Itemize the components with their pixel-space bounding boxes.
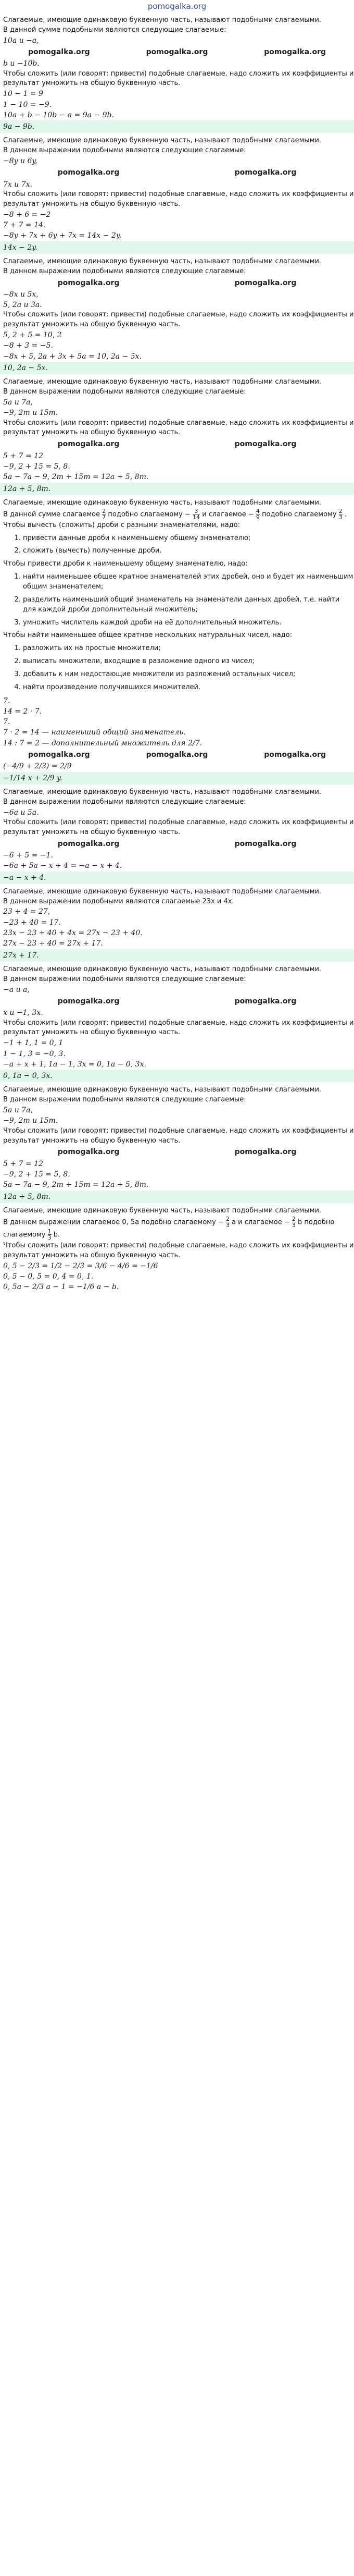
intro-part: и слагаемое − (202, 510, 254, 519)
intro-text (3, 508, 354, 521)
watermark: pomogalka.org (57, 997, 120, 1005)
term-line: 7x и 7x. (3, 180, 32, 189)
rule-text: Чтобы сложить (или говорят: привести) подобные слагаемые, надо сложить их коэффициенты и результат умножить на общую буквенную часть. (3, 1019, 354, 1037)
intro-part: b. (53, 1231, 60, 1239)
calc-line: −6a + 5a − x + 4 = −a − x + 4. (3, 862, 122, 870)
definition-text: Слагаемые, имеющие одинаковую буквенную часть, называют подобными слагаемыми. (3, 16, 322, 24)
watermark: pomogalka.org (264, 751, 326, 759)
intro-part: подобно слагаемому (262, 510, 337, 519)
intro-text: В данном выражении подобными являются слагаемые 23x и 4x. (3, 897, 234, 905)
calc-line: −8 + 3 = −5. (3, 341, 53, 350)
example-5 (0, 495, 354, 784)
intro-part: b подобно слагаемому (3, 1218, 335, 1239)
term-line: x и −1, 3x. (3, 1009, 43, 1017)
intro-text: В данном выражении подобными являются следующие слагаемые: (3, 267, 246, 275)
calc-line: 5a − 7a − 9, 2m + 15m = 12a + 5, 8m. (3, 473, 149, 482)
calc-line: 14 = 2 · 7. (3, 707, 42, 716)
calc-line: 5 + 7 = 12 (3, 1159, 43, 1168)
list-item: 2. разделить наименьший общий знаменатель на знаменатели данных дробей, т.е. найти для каждой дроби дополнительный множитель; (23, 595, 354, 615)
intro-text: В данном выражении подобными являются следующие слагаемые: (3, 146, 246, 155)
example-10 (0, 1203, 354, 1293)
fraction: $\frac{1}{3}$ (47, 1228, 52, 1242)
rule-text: Чтобы сложить (или говорят: привести) подобные слагаемые, надо сложить их коэффициенты и результат умножить на общую буквенную часть. (3, 1241, 354, 1259)
calc-line: −9, 2 + 15 = 5, 8. (3, 462, 70, 471)
steps-list (0, 534, 354, 557)
fraction: $\frac{3}{14}$ (193, 507, 200, 521)
term-line: 5a и 7a, (3, 398, 33, 407)
answer-line: −1/14 x + 2/9 y. (0, 772, 354, 784)
intro-part: В данном выражении слагаемое 0, 5a подобно слагаемому − (3, 1218, 224, 1226)
definition-text: Слагаемые, имеющие одинаковую буквенную часть, называют подобными слагаемыми. (3, 137, 322, 145)
list-item: 2. сложить (вычесть) полученные дроби. (23, 546, 354, 556)
site-header[interactable]: pomogalka.org (147, 2, 207, 11)
definition-text: Слагаемые, имеющие одинаковую буквенную часть, называют подобными слагаемыми. (3, 498, 322, 507)
answer-line: 9a − 9b. (0, 120, 354, 133)
intro-text: В данном выражении подобными являются следующие слагаемые: (3, 1096, 246, 1104)
fraction: $\frac{2}{7}$ (102, 507, 106, 521)
intro-part: . (344, 510, 347, 519)
rule-text: Чтобы сложить (или говорят: привести) подобные слагаемые, надо сложить их коэффициенты и результат умножить на общую буквенную часть. (3, 1126, 354, 1145)
watermark: pomogalka.org (264, 47, 326, 56)
watermark-row (0, 995, 354, 1008)
fraction: $\frac{2}{3}$ (338, 507, 343, 521)
intro-part: a и слагаемое − (232, 1218, 290, 1226)
watermark: pomogalka.org (146, 47, 208, 56)
answer-line: −a − x + 4. (0, 872, 354, 884)
answer-line: 10, 2a − 5x. (0, 362, 354, 374)
watermark-row (0, 46, 354, 58)
calc-line: 0, 5 − 0, 5 = 0, 4 = 0, 1. (3, 1272, 94, 1281)
answer-line: 0, 1a − 0, 3x. (0, 1070, 354, 1082)
term-line: −9, 2m и 15m. (3, 409, 58, 418)
calc-line: −6 + 5 = −1. (3, 851, 53, 860)
term-line: 10a и −a, (3, 36, 39, 45)
definition-text: Слагаемые, имеющие одинаковую буквенную часть, называют подобными слагаемыми. (3, 378, 322, 386)
intro-text: В данной сумме подобными являются следующие слагаемые: (3, 26, 226, 34)
definition-text: Слагаемые, имеющие одинаковую буквенную часть, называют подобными слагаемыми. (3, 887, 322, 896)
watermark: pomogalka.org (234, 997, 297, 1005)
calc-line: −8y + 7x + 6y + 7x = 14x − 2y. (3, 231, 122, 240)
intro-part: подобно слагаемому − (108, 510, 191, 519)
intro-text: В данном выражении подобными являются следующие слагаемые: (3, 798, 246, 806)
answer-line: 12a + 5, 8m. (0, 483, 354, 495)
term-line: −9, 2m и 15m. (3, 1117, 58, 1125)
term-line: b и −10b. (3, 59, 40, 68)
calc-line: 7 + 7 = 14. (3, 221, 46, 230)
watermark: pomogalka.org (234, 839, 297, 848)
calc-line: 5, 2 + 5 = 10, 2 (3, 331, 62, 340)
term-line: 5, 2a и 3a. (3, 301, 42, 310)
calc-line: 7. (3, 718, 10, 727)
definition-text: Слагаемые, имеющие одинаковую буквенную часть, называют подобными слагаемыми. (3, 788, 322, 796)
steps-list (0, 644, 354, 692)
calc-line: 0, 5 − 2/3 = 1/2 − 2/3 = 3/6 − 4/6 = −1/6 (3, 1261, 158, 1270)
intro-part: В данной сумме слагаемое (3, 510, 100, 519)
list-item: 1. привести данные дроби к наименьшему общему знаменателю; (23, 534, 354, 544)
calc-line: −1 + 1, 1 = 0, 1 (3, 1039, 64, 1048)
term-line: −8x и 5x, (3, 290, 39, 299)
watermark: pomogalka.org (28, 751, 90, 759)
watermark-row (0, 1146, 354, 1158)
watermark: pomogalka.org (234, 1148, 297, 1157)
calc-line: 14 : 7 = 2 — дополнительный множитель для 2/7. (3, 739, 203, 747)
example-2 (0, 133, 354, 253)
steps-list (0, 572, 354, 628)
calc-line: 5 + 7 = 12 (3, 451, 43, 460)
example-4 (0, 374, 354, 495)
fraction: $\frac{2}{3}$ (292, 1215, 296, 1229)
calc-line: 0, 5a − 2/3 a − 1 = −1/6 a − b. (3, 1283, 119, 1292)
calc-line: −a + x + 1, 1a − 1, 3x = 0, 1a − 0, 3x. (3, 1060, 146, 1069)
example-3 (0, 254, 354, 374)
example-9 (0, 1082, 354, 1203)
definition-text: Слагаемые, имеющие одинаковую буквенную часть, называют подобными слагаемыми. (3, 257, 322, 265)
example-7 (0, 884, 354, 962)
answer-line: 12a + 5, 8m. (0, 1191, 354, 1203)
calc-line: (−4/9 + 2/3) = 2/9 (3, 762, 72, 771)
term-line: 23 + 4 = 27, (3, 907, 50, 916)
fraction: $\frac{2}{3}$ (225, 1215, 230, 1229)
term-line: −6a и 5a. (3, 808, 39, 817)
watermark: pomogalka.org (57, 278, 120, 287)
calc-line: 23x − 23 + 40 + 4x = 27x − 23 + 40. (3, 929, 143, 938)
watermark: pomogalka.org (57, 1148, 120, 1157)
watermark: pomogalka.org (28, 47, 90, 56)
calc-line: −9, 2 + 15 = 5, 8. (3, 1170, 70, 1179)
rule-text: Чтобы сложить (или говорят: привести) подобные слагаемые, надо сложить их коэффициенты и результат умножить на общую буквенную часть. (3, 419, 354, 437)
watermark-row (0, 277, 354, 289)
term-line: −8y и 6y, (3, 157, 37, 166)
watermark: pomogalka.org (57, 168, 120, 177)
example-1 (0, 13, 354, 133)
term-line: −23 + 40 = 17. (3, 918, 61, 927)
watermark: pomogalka.org (234, 168, 297, 177)
fraction: $\frac{4}{9}$ (256, 507, 260, 521)
sub-label: Чтобы найти наименьшее общее кратное нескольких натуральных чисел, надо: (3, 631, 293, 640)
rule-text: Чтобы сложить (или говорят: привести) подобные слагаемые, надо сложить их коэффициенты и результат умножить на общую буквенную часть. (3, 311, 354, 329)
list-item: 4. найти произведение получившихся множителей. (23, 683, 354, 693)
watermark-row (0, 749, 354, 761)
intro-text (3, 1216, 354, 1241)
calc-line: 1 − 1, 3 = −0, 3. (3, 1049, 66, 1058)
watermark-row (0, 166, 354, 179)
watermark: pomogalka.org (57, 440, 120, 449)
list-item: 1. найти наименьшее общее кратное знаменателей этих дробей, оно и будет их наименьшим общим знаменателем; (23, 572, 354, 592)
list-item: 2. выписать множители, входящие в разложение одного из чисел; (23, 657, 354, 667)
sub-label: Чтобы привести дроби к наименьшему общему знаменателю, надо: (3, 560, 248, 568)
definition-text: Слагаемые, имеющие одинаковую буквенную часть, называют подобными слагаемыми. (3, 1086, 322, 1094)
calc-line: 27x − 23 + 40 = 27x + 17. (3, 939, 103, 948)
watermark-row (0, 438, 354, 450)
rule-text: Чтобы сложить (или говорят: привести) подобные слагаемые, надо сложить их коэффициенты и результат умножить на общую буквенную часть. (3, 818, 354, 836)
calc-line: −8 + 6 = −2 (3, 210, 51, 219)
term-line: 5a и 7a, (3, 1106, 33, 1115)
example-6 (0, 784, 354, 884)
watermark: pomogalka.org (234, 278, 297, 287)
calc-line: 7. (3, 696, 10, 705)
watermark: pomogalka.org (146, 751, 208, 759)
example-8 (0, 962, 354, 1082)
list-item: 3. умножить числитель каждой дроби на её дополнительный множитель. (23, 618, 354, 628)
calc-line: 7 · 2 = 14 — наименьший общий знаменатель. (3, 728, 186, 737)
answer-line: 14x − 2y. (0, 241, 354, 254)
calc-line: −8x + 5, 2a + 3x + 5a = 10, 2a − 5x. (3, 352, 142, 361)
list-item: 1. разложить их на простые множители; (23, 644, 354, 654)
watermark-row (0, 838, 354, 850)
watermark: pomogalka.org (57, 839, 120, 848)
answer-line: 27x + 17. (0, 949, 354, 962)
watermark: pomogalka.org (234, 440, 297, 449)
definition-text: Слагаемые, имеющие одинаковую буквенную часть, называют подобными слагаемыми. (3, 965, 322, 973)
list-item: 3. добавить к ним недостающие множители из разложений остальных чисел; (23, 670, 354, 680)
rule-text: Чтобы сложить (или говорят: привести) подобные слагаемые, надо сложить их коэффициенты и результат умножить на общую буквенную часть. (3, 190, 354, 208)
calc-line: 5a − 7a − 9, 2m + 15m = 12a + 5, 8m. (3, 1181, 149, 1189)
calc-line: 10 − 1 = 9 (3, 90, 43, 99)
intro-text: В данном выражении подобными являются следующие слагаемые: (3, 388, 246, 396)
intro-text: В данном выражении подобными являются следующие слагаемые: (3, 975, 246, 983)
term-line: −a и a, (3, 985, 30, 994)
calc-line: 1 − 10 = −9. (3, 100, 52, 109)
definition-text: Слагаемые, имеющие одинаковую буквенную часть, называют подобными слагаемыми. (3, 1206, 322, 1215)
rule-text: Чтобы сложить (или говорят: привести) подобные слагаемые, надо сложить их коэффициенты и результат умножить на общую буквенную часть. (3, 69, 354, 88)
sub-label: Чтобы вычесть (сложить) дроби с разными знаменателями, надо: (3, 521, 241, 529)
calc-line: 10a + b − 10b − a = 9a − 9b. (3, 111, 114, 119)
